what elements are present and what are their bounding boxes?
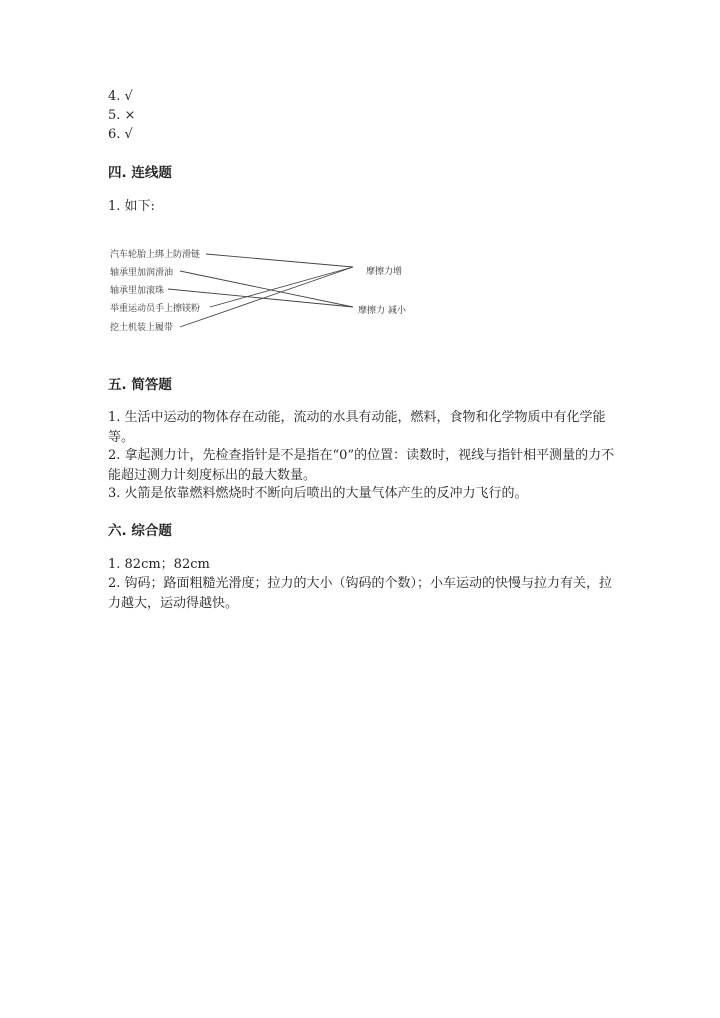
connection-line bbox=[210, 267, 353, 307]
connection-lines bbox=[0, 0, 720, 400]
left-item: 轴承里加滚珠 bbox=[110, 286, 165, 296]
left-item: 汽车轮胎上绑上防滑链 bbox=[110, 250, 201, 260]
judgement-answer-5: 5. × bbox=[108, 108, 136, 123]
section-4-intro: 1. 如下: bbox=[108, 199, 155, 214]
short-answer-2: 2. 拿起测力计，先检查指针是不是指在“0”的位置：读数时，视线与指针相平测量的力不能超过测力计刻度标出的最大数量。 bbox=[108, 448, 615, 483]
left-item: 举重运动员手上擦镁粉 bbox=[110, 304, 201, 314]
comprehensive-answer-1: 1. 82cm；82cm bbox=[108, 557, 210, 572]
section-6-title: 六. 综合题 bbox=[108, 523, 172, 539]
left-item: 轴承里加润滑油 bbox=[110, 268, 174, 278]
short-answer-3: 3. 火箭是依靠燃料燃烧时不断向后喷出的大量气体产生的反冲力飞行的。 bbox=[108, 486, 528, 501]
short-answer-1: 1. 生活中运动的物体存在动能，流动的水具有动能，燃料，食物和化学物质中有化学能等。 bbox=[108, 410, 606, 445]
right-item: 摩擦力增 bbox=[366, 267, 403, 277]
right-item: 摩擦力 减小 bbox=[358, 306, 406, 316]
judgement-answer-4: 4. √ bbox=[108, 89, 133, 104]
left-item: 挖土机装上履带 bbox=[110, 323, 174, 333]
judgement-answer-6: 6. √ bbox=[108, 127, 133, 142]
connection-line bbox=[206, 254, 353, 267]
comprehensive-answer-2: 2. 钩码；路面粗糙光滑度；拉力的大小（钩码的个数）；小车运动的快慢与拉力有关，拉力越大，运动得越快。 bbox=[108, 576, 613, 611]
section-4-title: 四. 连线题 bbox=[108, 165, 172, 181]
section-5-title: 五. 简答题 bbox=[108, 377, 172, 393]
